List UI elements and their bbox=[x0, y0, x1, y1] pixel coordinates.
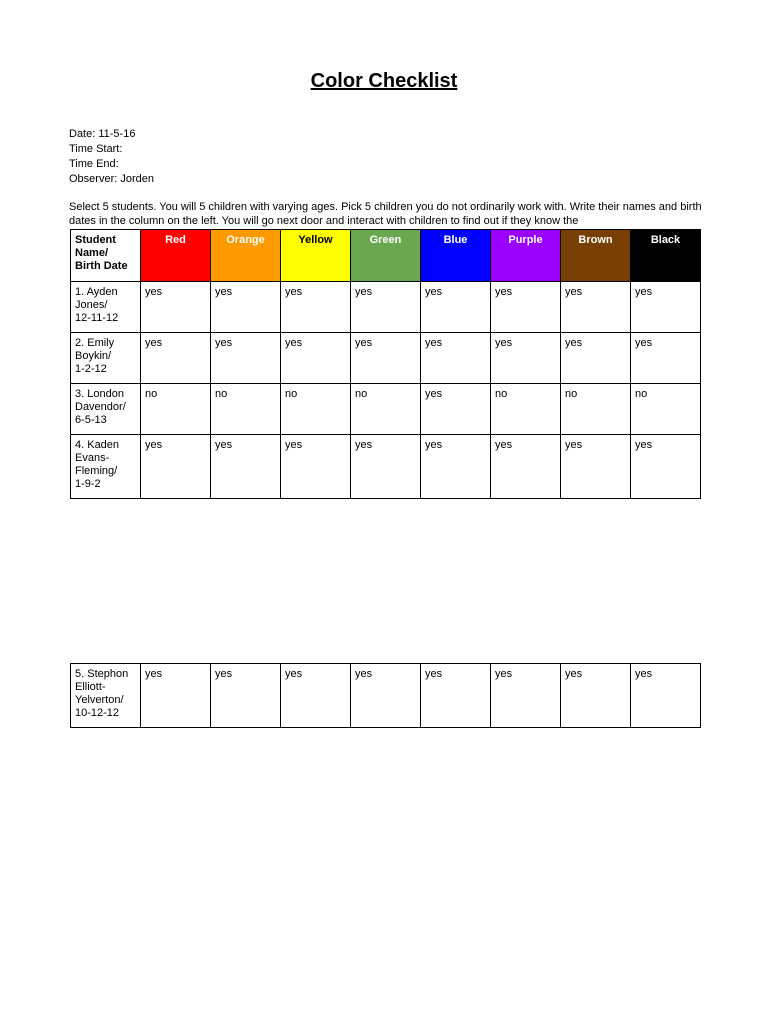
color-header-label: Black bbox=[650, 234, 681, 246]
student-name-line: Evans- bbox=[75, 452, 110, 464]
student-name-line: Elliott- bbox=[75, 681, 106, 693]
answer-cell: yes bbox=[491, 282, 561, 333]
instructions-line-1: Select 5 students. You will 5 children with varying ages. Pick 5 children you do not ordinarily work with. Write their names and birth bbox=[69, 201, 702, 213]
answer-cell: yes bbox=[561, 435, 631, 499]
answer-cell: yes bbox=[211, 435, 281, 499]
student-name-line: 1-2-12 bbox=[75, 363, 107, 375]
answer-cell: yes bbox=[421, 282, 491, 333]
answer-cell: yes bbox=[351, 435, 421, 499]
answer-cell: yes bbox=[561, 664, 631, 728]
student-name-line: 1. Ayden bbox=[75, 286, 118, 298]
color-header-brown bbox=[561, 230, 631, 282]
color-header-yellow bbox=[281, 230, 351, 282]
answer-cell: no bbox=[351, 384, 421, 435]
color-header-label: Green bbox=[369, 234, 402, 246]
answer-cell: yes bbox=[141, 435, 211, 499]
answer-cell: yes bbox=[281, 282, 351, 333]
student-cell bbox=[71, 282, 141, 333]
student-name-line: Boykin/ bbox=[75, 350, 112, 362]
answer-cell: yes bbox=[561, 333, 631, 384]
color-header-purple bbox=[491, 230, 561, 282]
page-title: Color Checklist bbox=[310, 70, 458, 92]
answer-cell: yes bbox=[351, 282, 421, 333]
student-cell bbox=[71, 384, 141, 435]
answer-cell: yes bbox=[421, 435, 491, 499]
answer-cell: yes bbox=[491, 664, 561, 728]
student-name-line: 3. London bbox=[75, 388, 124, 400]
answer-cell: no bbox=[281, 384, 351, 435]
student-name-line: 4. Kaden bbox=[75, 439, 120, 451]
student-name-line: 6-5-13 bbox=[75, 414, 107, 426]
table-row bbox=[71, 664, 701, 728]
student-header-line: Name/ bbox=[75, 247, 109, 259]
color-header-label: Blue bbox=[443, 234, 468, 246]
color-header-label: Orange bbox=[226, 234, 265, 246]
answer-cell: yes bbox=[561, 282, 631, 333]
student-name-line: Davendor/ bbox=[75, 401, 126, 413]
answer-cell: no bbox=[141, 384, 211, 435]
answer-cell: yes bbox=[351, 333, 421, 384]
student-header-line: Birth Date bbox=[75, 260, 128, 272]
answer-cell: no bbox=[561, 384, 631, 435]
answer-cell: yes bbox=[281, 333, 351, 384]
metadata-block bbox=[69, 127, 154, 187]
color-header-red bbox=[141, 230, 211, 282]
instructions bbox=[69, 200, 709, 228]
answer-cell: yes bbox=[421, 384, 491, 435]
table-row bbox=[71, 384, 701, 435]
color-checklist-table-continued bbox=[70, 663, 701, 728]
instructions-line-2: dates in the column on the left. You will go next door and interact with children to find out if they know the bbox=[69, 215, 579, 227]
color-checklist-table bbox=[70, 229, 701, 499]
answer-cell: yes bbox=[631, 333, 701, 384]
answer-cell: yes bbox=[141, 333, 211, 384]
answer-cell: yes bbox=[281, 435, 351, 499]
answer-cell: yes bbox=[351, 664, 421, 728]
answer-cell: yes bbox=[631, 664, 701, 728]
time-start-line: Time Start: bbox=[69, 143, 123, 155]
answer-cell: no bbox=[491, 384, 561, 435]
student-name-line: 5. Stephon bbox=[75, 668, 129, 680]
answer-cell: no bbox=[211, 384, 281, 435]
color-header-label: Yellow bbox=[298, 234, 333, 246]
student-column-header bbox=[71, 230, 141, 282]
student-name-line: 10-12-12 bbox=[75, 707, 120, 719]
color-header-green bbox=[351, 230, 421, 282]
answer-cell: yes bbox=[211, 282, 281, 333]
table-row bbox=[71, 435, 701, 499]
student-name-line: Yelverton/ bbox=[75, 694, 124, 706]
answer-cell: yes bbox=[491, 435, 561, 499]
student-name-line: 1-9-2 bbox=[75, 478, 101, 490]
student-header-line: Student bbox=[75, 234, 116, 246]
student-cell bbox=[71, 664, 141, 728]
color-header-black bbox=[631, 230, 701, 282]
color-header-blue bbox=[421, 230, 491, 282]
answer-cell: yes bbox=[491, 333, 561, 384]
student-name-line: 12-11-12 bbox=[75, 312, 119, 324]
answer-cell: yes bbox=[421, 664, 491, 728]
table-header-row bbox=[71, 230, 701, 282]
student-cell bbox=[71, 333, 141, 384]
table-row bbox=[71, 333, 701, 384]
answer-cell: yes bbox=[211, 333, 281, 384]
student-name-line: 2. Emily bbox=[75, 337, 115, 349]
answer-cell: yes bbox=[281, 664, 351, 728]
date-line: Date: 11-5-16 bbox=[69, 128, 136, 140]
answer-cell: yes bbox=[211, 664, 281, 728]
answer-cell: yes bbox=[631, 435, 701, 499]
color-header-label: Brown bbox=[578, 234, 613, 246]
student-cell bbox=[71, 435, 141, 499]
color-header-label: Purple bbox=[508, 234, 543, 246]
color-header-orange bbox=[211, 230, 281, 282]
observer-line: Observer: Jorden bbox=[69, 173, 154, 185]
color-header-label: Red bbox=[165, 234, 186, 246]
answer-cell: yes bbox=[421, 333, 491, 384]
answer-cell: yes bbox=[141, 664, 211, 728]
answer-cell: no bbox=[631, 384, 701, 435]
answer-cell: yes bbox=[631, 282, 701, 333]
answer-cell: yes bbox=[141, 282, 211, 333]
student-name-line: Fleming/ bbox=[75, 465, 118, 477]
table-row bbox=[71, 282, 701, 333]
student-name-line: Jones/ bbox=[75, 299, 108, 311]
time-end-line: Time End: bbox=[69, 158, 119, 170]
